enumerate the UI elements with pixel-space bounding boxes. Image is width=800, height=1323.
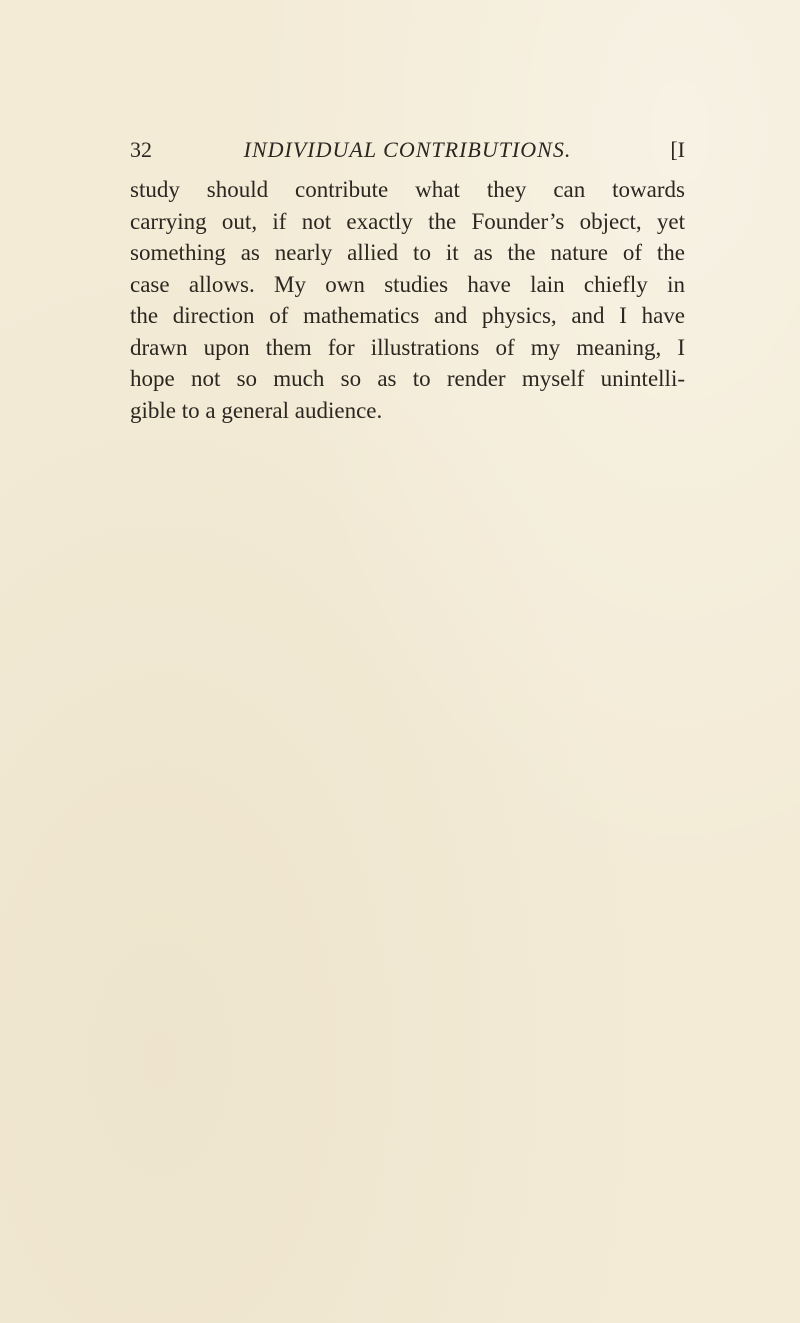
page-number: 32 <box>130 137 152 162</box>
text-line: hope not so much so as to render myself unintelli- <box>130 366 685 391</box>
page-header <box>130 135 685 165</box>
text-line: drawn upon them for illustrations of my meaning, I <box>130 334 685 360</box>
text-line: case allows. My own studies have lain chiefly in <box>130 271 685 297</box>
body-paragraph <box>130 174 685 426</box>
running-title: INDIVIDUAL CONTRIBUTIONS. <box>243 137 572 162</box>
text-line: carrying out, if not exactly the Founder’s object, yet <box>130 208 685 234</box>
text-line: study should contribute what they can towards <box>130 177 685 202</box>
text-line: the direction of mathematics and physics, and I have <box>130 303 685 328</box>
section-marker: [I <box>670 137 685 162</box>
text-line: gible to a general audience. <box>130 397 383 423</box>
text-line: something as nearly allied to it as the nature of the <box>130 240 685 265</box>
